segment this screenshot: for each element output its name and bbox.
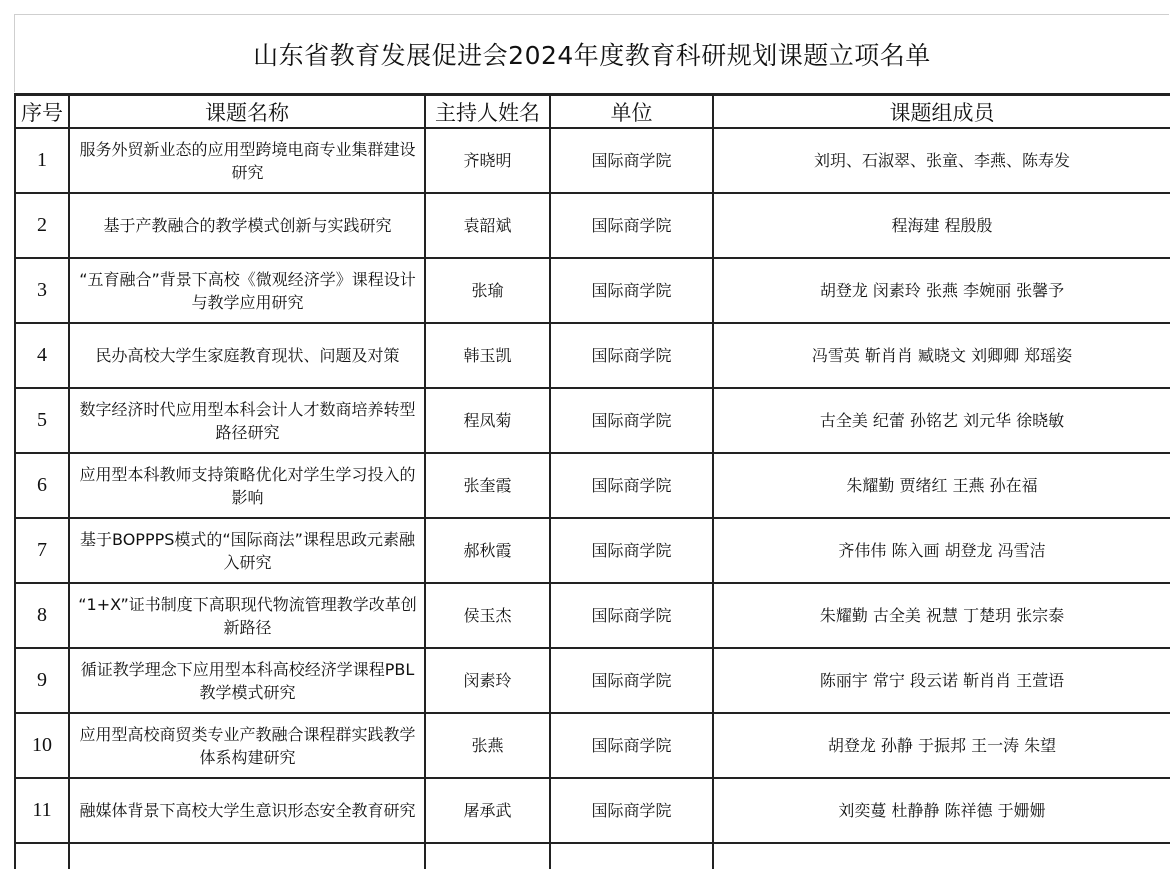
member-list: 古全美 纪蕾 孙铭艺 刘元华 徐晓敏 bbox=[713, 388, 1170, 453]
member-list: 刘奕蔓 杜静静 陈祥德 于姗姗 bbox=[713, 778, 1170, 843]
document-title: 山东省教育发展促进会2024年度教育科研规划课题立项名单 bbox=[253, 40, 931, 70]
row-number: 4 bbox=[15, 323, 69, 388]
project-title: 循证教学理念下应用型本科高校经济学课程PBL教学模式研究 bbox=[69, 648, 425, 713]
project-title: 应用型高校商贸类专业产教融合课程群实践教学体系构建研究 bbox=[69, 713, 425, 778]
table-row bbox=[15, 843, 1170, 869]
project-table bbox=[14, 93, 1170, 869]
member-list: 胡登龙 孙静 于振邦 王一涛 朱望 bbox=[713, 713, 1170, 778]
header-no: 序号 bbox=[15, 95, 69, 129]
unit-name: 国际商学院 bbox=[550, 778, 713, 843]
host-name: 韩玉凯 bbox=[425, 323, 550, 388]
unit-name: 国际商学院 bbox=[550, 583, 713, 648]
table-row bbox=[15, 778, 1170, 843]
host-name: 袁韶斌 bbox=[425, 193, 550, 258]
row-number: 10 bbox=[15, 713, 69, 778]
member-list: 胡登龙 闵素玲 张燕 李婉丽 张馨予 bbox=[713, 258, 1170, 323]
project-title: “1+X”证书制度下高职现代物流管理教学改革创新路径 bbox=[69, 583, 425, 648]
unit-name: 国际商学院 bbox=[550, 193, 713, 258]
row-number: 3 bbox=[15, 258, 69, 323]
header-title: 课题名称 bbox=[69, 95, 425, 129]
member-list: 程海建 程殷殷 bbox=[713, 193, 1170, 258]
row-number bbox=[15, 843, 69, 869]
row-number: 6 bbox=[15, 453, 69, 518]
project-title: 融媒体背景下高校大学生意识形态安全教育研究 bbox=[69, 778, 425, 843]
row-number: 2 bbox=[15, 193, 69, 258]
header-row bbox=[15, 95, 1170, 129]
project-title: 基于BOPPPS模式的“国际商法”课程思政元素融入研究 bbox=[69, 518, 425, 583]
row-number: 11 bbox=[15, 778, 69, 843]
unit-name: 国际商学院 bbox=[550, 388, 713, 453]
member-list: 齐伟伟 陈入画 胡登龙 冯雪洁 bbox=[713, 518, 1170, 583]
member-list: 朱耀勤 古全美 祝慧 丁楚玥 张宗泰 bbox=[713, 583, 1170, 648]
table-row bbox=[15, 518, 1170, 583]
table-row bbox=[15, 388, 1170, 453]
member-list: 朱耀勤 贾绪红 王燕 孙在福 bbox=[713, 453, 1170, 518]
table-header bbox=[15, 95, 1170, 129]
row-number: 7 bbox=[15, 518, 69, 583]
row-number: 5 bbox=[15, 388, 69, 453]
table-body bbox=[15, 128, 1170, 869]
row-number: 9 bbox=[15, 648, 69, 713]
unit-name: 国际商学院 bbox=[550, 453, 713, 518]
host-name: 张瑜 bbox=[425, 258, 550, 323]
project-title: 基于产教融合的教学模式创新与实践研究 bbox=[69, 193, 425, 258]
header-unit: 单位 bbox=[550, 95, 713, 129]
project-title: 民办高校大学生家庭教育现状、问题及对策 bbox=[69, 323, 425, 388]
host-name bbox=[425, 843, 550, 869]
unit-name: 国际商学院 bbox=[550, 128, 713, 193]
member-list bbox=[713, 843, 1170, 869]
host-name: 郝秋霞 bbox=[425, 518, 550, 583]
header-members: 课题组成员 bbox=[713, 95, 1170, 129]
table-row bbox=[15, 128, 1170, 193]
project-title: “五育融合”背景下高校《微观经济学》课程设计与教学应用研究 bbox=[69, 258, 425, 323]
member-list: 刘玥、石淑翠、张童、李燕、陈寿发 bbox=[713, 128, 1170, 193]
table-row bbox=[15, 648, 1170, 713]
host-name: 屠承武 bbox=[425, 778, 550, 843]
document-sheet bbox=[14, 14, 1170, 869]
table-row bbox=[15, 713, 1170, 778]
unit-name: 国际商学院 bbox=[550, 323, 713, 388]
host-name: 张奎霞 bbox=[425, 453, 550, 518]
table-row bbox=[15, 583, 1170, 648]
table-row bbox=[15, 193, 1170, 258]
project-title: 应用型本科教师支持策略优化对学生学习投入的影响 bbox=[69, 453, 425, 518]
host-name: 闵素玲 bbox=[425, 648, 550, 713]
table-row bbox=[15, 323, 1170, 388]
project-title: 数字经济时代应用型本科会计人才数商培养转型路径研究 bbox=[69, 388, 425, 453]
host-name: 张燕 bbox=[425, 713, 550, 778]
project-title bbox=[69, 843, 425, 869]
table-row bbox=[15, 258, 1170, 323]
host-name: 程凤菊 bbox=[425, 388, 550, 453]
host-name: 齐晓明 bbox=[425, 128, 550, 193]
unit-name: 国际商学院 bbox=[550, 648, 713, 713]
table-row bbox=[15, 453, 1170, 518]
member-list: 冯雪英 靳肖肖 臧晓文 刘卿卿 郑瑶姿 bbox=[713, 323, 1170, 388]
member-list: 陈丽宇 常宁 段云诺 靳肖肖 王萱语 bbox=[713, 648, 1170, 713]
row-number: 8 bbox=[15, 583, 69, 648]
unit-name: 国际商学院 bbox=[550, 518, 713, 583]
unit-name: 国际商学院 bbox=[550, 258, 713, 323]
project-title: 服务外贸新业态的应用型跨境电商专业集群建设研究 bbox=[69, 128, 425, 193]
unit-name bbox=[550, 843, 713, 869]
header-host: 主持人姓名 bbox=[425, 95, 550, 129]
unit-name: 国际商学院 bbox=[550, 713, 713, 778]
host-name: 侯玉杰 bbox=[425, 583, 550, 648]
row-number: 1 bbox=[15, 128, 69, 193]
title-box bbox=[14, 14, 1169, 92]
